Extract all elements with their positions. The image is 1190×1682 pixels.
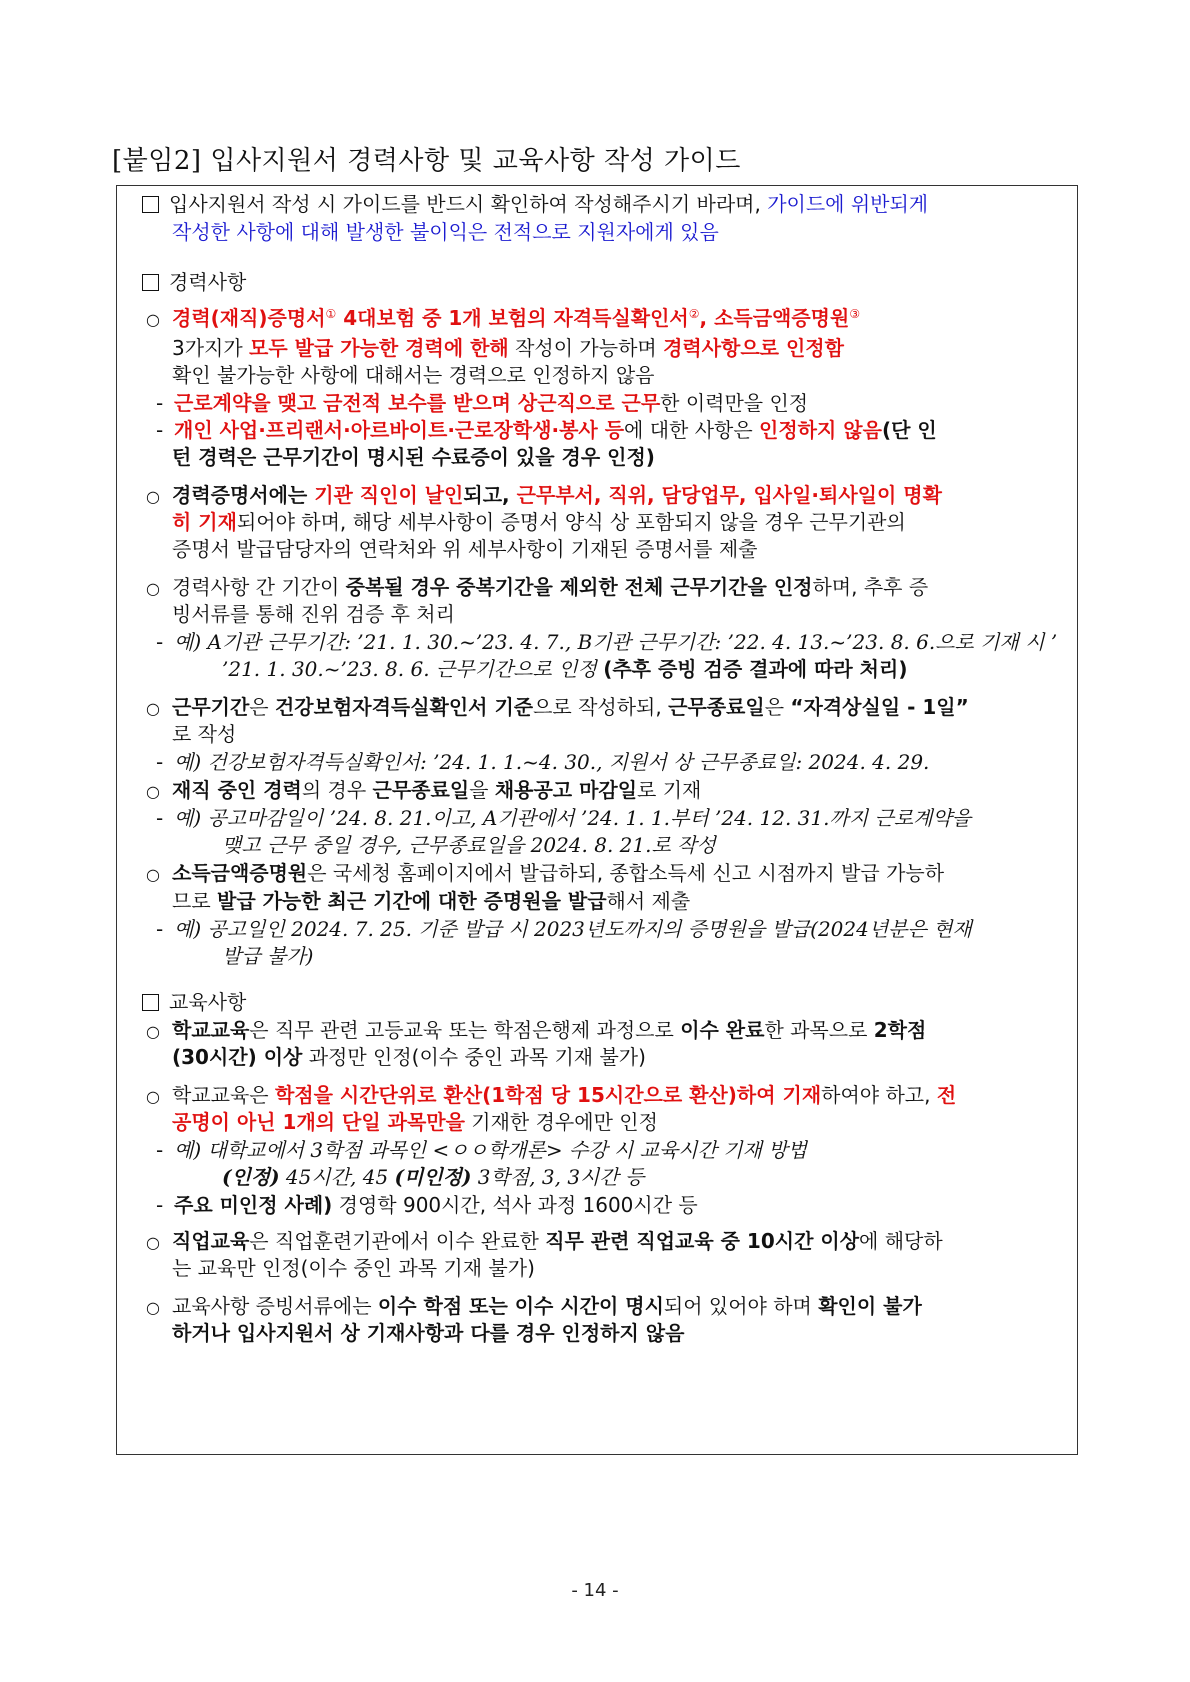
text-segment: 은 직무 관련 고등교육 또는 학점은행제 과정으로 <box>249 1018 681 1042</box>
text-segment: (30시간) 이상 <box>172 1045 303 1069</box>
career-heading-label: 경력사항 <box>169 270 247 294</box>
text-segment: 근로계약을 맺고 금전적 보수를 받으며 상근직으로 근무 <box>174 391 661 415</box>
text-segment: 예) A기관 근무기간: ’21. 1. 30.~’23. 4. 7., B기관 근무기간: ’22. 4. 13.~’23. 8. 6.으로 기재 시 ’ <box>174 630 1058 654</box>
text-segment: 작성이 가능하며 <box>508 336 664 360</box>
text-segment: 므로 <box>172 889 217 913</box>
footnote-marker: ① <box>325 307 337 321</box>
dash-bullet-icon: - <box>156 418 164 442</box>
circle-bullet-icon: ○ <box>146 487 160 506</box>
text-segment: 맺고 근무 중일 경우, 근무종료일을 2024. 8. 21.로 작성 <box>222 833 716 857</box>
education-line <box>146 1082 956 1110</box>
text-segment: 되어 있어야 하며 <box>663 1294 819 1318</box>
text-segment: 한 과목으로 <box>764 1018 874 1042</box>
text-segment: (미인정) <box>394 1165 472 1189</box>
education-line <box>172 1320 684 1346</box>
text-segment: 직무 관련 직업교육 중 10시간 이상 <box>545 1229 860 1253</box>
text-segment: (인정) <box>222 1165 280 1189</box>
text-segment: 발급 불가) <box>222 944 314 968</box>
text-segment: 확인 불가능한 사항에 대해서는 경력으로 인정하지 않음 <box>172 363 655 387</box>
text-segment: 은 국세청 홈페이지에서 발급하되, 종합소득세 신고 시점까지 발급 가능하 <box>307 861 945 885</box>
circle-bullet-icon: ○ <box>146 579 160 598</box>
section-heading-education <box>142 989 246 1015</box>
text-segment: 경력(재직)증명서 <box>172 306 326 330</box>
circle-bullet-icon: ○ <box>146 1298 160 1317</box>
text-segment: 은 <box>249 695 275 719</box>
document-title: [붙임2] 입사지원서 경력사항 및 교육사항 작성 가이드 <box>112 146 741 176</box>
text-segment: 입사지원서 작성 시 가이드를 반드시 확인하여 작성해주시기 바라며, <box>169 192 768 216</box>
text-segment: 는 교육만 인정(이수 중인 과목 기재 불가) <box>172 1256 535 1280</box>
text-segment: 증명서 발급담당자의 연락처와 위 세부사항이 기재된 증명서를 제출 <box>172 537 758 561</box>
text-segment: 근무부서, 직위, 담당업무, 입사일·퇴사일이 명확 <box>516 483 942 507</box>
career-line <box>146 777 701 805</box>
text-segment: 예) 공고일인 2024. 7. 25. 기준 발급 시 2023년도까지의 증명원을 발급(2024년분은 현재 <box>174 917 972 941</box>
intro-text-2 <box>172 220 719 244</box>
career-line <box>156 749 929 775</box>
text-segment: 로 기재 <box>637 778 702 802</box>
career-line <box>146 305 860 333</box>
footnote-marker: ② <box>688 307 700 321</box>
career-line <box>222 832 716 858</box>
text-segment: , 소득금액증명원 <box>699 306 850 330</box>
text-segment: 학교교육 <box>172 1018 250 1042</box>
text-segment: (단 인 <box>881 418 937 442</box>
text-segment: 기관 직인이 날인 <box>314 483 464 507</box>
text-segment: 근무종료일 <box>668 695 765 719</box>
education-line <box>156 1137 807 1163</box>
education-line <box>146 1228 943 1256</box>
text-segment: 중복될 경우 중복기간을 제외한 전체 근무기간을 인정 <box>345 575 813 599</box>
text-segment: 재직 중인 경력 <box>172 778 302 802</box>
career-line <box>156 805 971 831</box>
text-segment: 주요 미인정 사례) <box>174 1193 333 1217</box>
text-segment: 45시간, 45 <box>279 1165 395 1189</box>
intro-line-2 <box>172 219 719 245</box>
text-segment: 되어야 하며, 해당 세부사항이 증명서 양식 상 포함되지 않을 경우 근무기관의 <box>236 510 906 534</box>
education-line <box>146 1293 922 1321</box>
intro-text-1 <box>169 192 928 216</box>
text-segment: 히 기재 <box>172 510 237 534</box>
text-segment: 학점을 시간단위로 환산(1학점 당 15시간으로 환산)하여 기재 <box>274 1083 822 1107</box>
text-segment: 에 대한 사항은 <box>624 418 760 442</box>
dash-bullet-icon: - <box>156 1193 164 1217</box>
dash-bullet-icon: - <box>156 806 164 830</box>
text-segment: 근무기간 <box>172 695 250 719</box>
text-segment: 소득금액증명원 <box>172 861 308 885</box>
dash-bullet-icon: - <box>156 391 164 415</box>
text-segment: 해서 제출 <box>606 889 691 913</box>
text-segment: 이수 학점 또는 이수 시간이 명시 <box>377 1294 664 1318</box>
career-line <box>172 536 757 562</box>
career-line <box>172 601 455 627</box>
career-line <box>222 656 907 682</box>
text-segment: 은 직업훈련기관에서 이수 완료한 <box>249 1229 546 1253</box>
text-segment: ’21. 1. 30.~’23. 8. 6. 근무기간으로 인정 <box>222 657 604 681</box>
education-heading-label: 교육사항 <box>169 990 247 1014</box>
text-segment: 하며, 추후 증 <box>812 575 929 599</box>
text-segment: 4대보험 중 1개 보험의 자격득실확인서 <box>336 306 689 330</box>
circle-bullet-icon: ○ <box>146 1087 160 1106</box>
text-segment: 개인 사업·프리랜서·아르바이트·근로장학생·봉사 등 <box>174 418 625 442</box>
text-segment: 학교교육은 <box>172 1083 275 1107</box>
career-line <box>146 860 944 888</box>
text-segment: 예) 공고마감일이 ’24. 8. 21.이고, A기관에서 ’24. 1. 1.부터 ’24. 12. 31.까지 근로계약을 <box>174 806 972 830</box>
education-line <box>222 1164 644 1190</box>
dash-bullet-icon: - <box>156 750 164 774</box>
career-line <box>172 444 655 470</box>
dash-bullet-icon: - <box>156 917 164 941</box>
education-line <box>156 1192 698 1218</box>
text-segment: 경력사항으로 인정함 <box>663 336 844 360</box>
education-line <box>172 1109 658 1135</box>
career-line <box>172 888 690 914</box>
career-line <box>156 390 808 416</box>
career-line <box>172 335 844 361</box>
text-segment: 인정하지 않음 <box>759 418 882 442</box>
text-segment: 발급 가능한 최근 기간에 대한 증명원을 발급 <box>217 889 607 913</box>
text-segment: 공명이 아닌 1개의 단일 과목만을 <box>172 1110 465 1134</box>
circle-bullet-icon: ○ <box>146 782 160 801</box>
footnote-marker: ③ <box>849 307 861 321</box>
education-line <box>172 1255 535 1281</box>
text-segment: 2학점 <box>873 1018 927 1042</box>
text-segment: 경영학 900시간, 석사 과정 1600시간 등 <box>332 1193 698 1217</box>
text-segment: 채용공고 마감일 <box>494 778 638 802</box>
circle-bullet-icon: ○ <box>146 699 160 718</box>
career-line <box>222 943 313 969</box>
text-segment: 에 해당하 <box>859 1229 943 1253</box>
circle-bullet-icon: ○ <box>146 1022 160 1041</box>
checkbox-square-icon <box>142 196 159 213</box>
text-segment: 모두 발급 가능한 경력에 한해 <box>249 336 509 360</box>
text-segment: 근무종료일 <box>372 778 470 802</box>
dash-bullet-icon: - <box>156 630 164 654</box>
text-segment: 이수 완료 <box>680 1018 765 1042</box>
text-segment: 예) 건강보험자격득실확인서: ’24. 1. 1.~4. 30., 지원서 상 근무종료일: 2024. 4. 29. <box>174 750 930 774</box>
text-segment: 되고, <box>463 483 517 507</box>
circle-bullet-icon: ○ <box>146 865 160 884</box>
text-segment: 전 <box>936 1083 957 1107</box>
checkbox-square-icon <box>142 274 159 291</box>
text-segment: 은 <box>764 695 791 719</box>
text-segment: 교육사항 증빙서류에는 <box>172 1294 378 1318</box>
text-segment: 확인이 불가 <box>818 1294 922 1318</box>
text-segment: 하여야 하고, <box>821 1083 937 1107</box>
text-segment: 가이드에 위반되게 <box>767 192 929 216</box>
text-segment: 3학점, 3, 3시간 등 <box>471 1165 645 1189</box>
text-segment: 로 작성 <box>172 722 237 746</box>
text-segment: 직업교육 <box>172 1229 250 1253</box>
text-segment: 하거나 입사지원서 상 기재사항과 다를 경우 인정하지 않음 <box>172 1321 685 1345</box>
dash-bullet-icon: - <box>156 1138 164 1162</box>
section-heading-career <box>142 269 246 295</box>
career-line <box>146 482 942 510</box>
page-number: - 14 - <box>571 1580 619 1601</box>
text-segment: (추후 증빙 검증 결과에 따라 처리) <box>603 657 908 681</box>
checkbox-square-icon <box>142 994 159 1011</box>
circle-bullet-icon: ○ <box>146 310 160 329</box>
text-segment: 3가지가 <box>172 336 250 360</box>
text-segment: 한 이력만을 인정 <box>660 391 809 415</box>
text-segment: 으로 작성하되, <box>533 695 669 719</box>
career-line <box>146 574 928 602</box>
text-segment: 의 경우 <box>301 778 373 802</box>
text-segment: 빙서류를 통해 진위 검증 후 처리 <box>172 602 455 626</box>
intro-line-1 <box>142 191 928 217</box>
text-segment: 작성한 사항에 대해 발생한 불이익은 전적으로 지원자에게 있음 <box>172 220 719 244</box>
career-line <box>156 417 937 443</box>
career-line <box>156 629 1057 655</box>
text-segment: 건강보험자격득실확인서 기준 <box>274 695 534 719</box>
text-segment: 경력사항 간 기간이 <box>172 575 346 599</box>
text-segment: 을 <box>469 778 495 802</box>
career-line <box>172 509 906 535</box>
career-line <box>172 362 655 388</box>
text-segment: 기재한 경우에만 인정 <box>464 1110 658 1134</box>
text-segment: “자격상실일 - 1일” <box>790 695 969 719</box>
education-line <box>172 1044 646 1070</box>
text-segment: 과정만 인정(이수 중인 과목 기재 불가) <box>302 1045 646 1069</box>
education-line <box>146 1017 926 1045</box>
career-line <box>146 694 969 722</box>
circle-bullet-icon: ○ <box>146 1233 160 1252</box>
text-segment: 예) 대학교에서 3학점 과목인 <ㅇㅇ학개론> 수강 시 교육시간 기재 방법 <box>174 1138 807 1162</box>
text-segment: 턴 경력은 근무기간이 명시된 수료증이 있을 경우 인정) <box>172 445 655 469</box>
text-segment: 경력증명서에는 <box>172 483 315 507</box>
career-line <box>156 916 972 942</box>
career-line <box>172 721 236 747</box>
